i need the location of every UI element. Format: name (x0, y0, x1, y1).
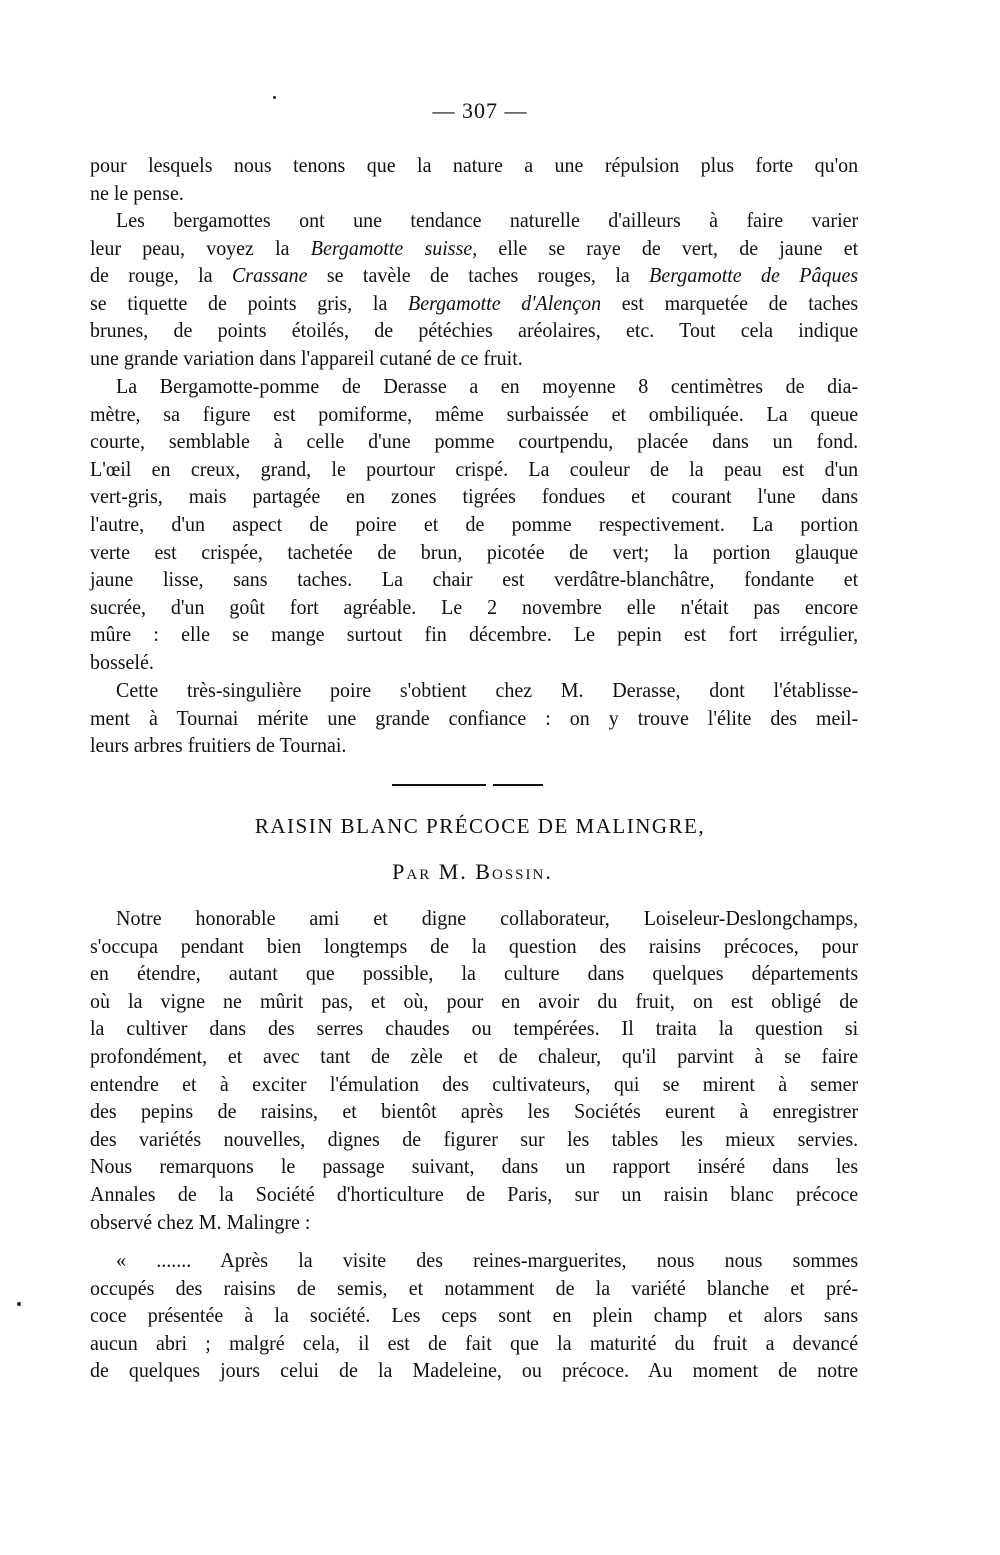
text-line: des pepins de raisins, et bientôt après les Sociétés eurent à enregistrer (90, 1099, 859, 1124)
variety-name: Crassane (231, 263, 308, 288)
stray-mark (273, 96, 276, 99)
text-line: Les bergamottes ont une tendance naturelle d'ailleurs à faire varier (116, 208, 859, 232)
text-line: jaune lisse, sans taches. La chair est verdâtre-blanchâtre, fondante et (90, 567, 859, 592)
continuation-paragraph (90, 152, 859, 207)
text-line: profondément, et avec tant de zèle et de chaleur, qu'il parvint à se faire (90, 1043, 859, 1068)
text-line: se tiquette de points gris, la Bergamotte d'Alençon est marquetée de taches (90, 290, 859, 315)
page-number: — 307 — (432, 98, 528, 123)
text-line: courte, semblable à celle d'une pomme courtpendu, placée dans un fond. (90, 429, 859, 454)
quoted-report-paragraph (90, 1247, 859, 1385)
text-line: ment à Tournai mérite une grande confiance : on y trouve l'élite des meil- (90, 705, 859, 730)
text-line: la cultiver dans des serres chaudes ou tempérées. Il traita la question si (90, 1016, 859, 1041)
text-line: leur peau, voyez la Bergamotte suisse, elle se raye de vert, de jaune et (90, 235, 859, 260)
text-line: une grande variation dans l'appareil cutané de ce fruit. (90, 345, 523, 370)
bergamottes-paragraph (90, 207, 859, 373)
text-line: bosselé. (90, 649, 154, 674)
text-line: La Bergamotte-pomme de Derasse a en moyenne 8 centimètres de dia- (116, 374, 859, 398)
text-line: sucrée, d'un goût fort agréable. Le 2 novembre elle n'était pas encore (90, 594, 859, 619)
derasse-description-paragraph (90, 373, 859, 677)
text-line: l'autre, d'un aspect de poire et de pomme respectivement. La portion (90, 511, 859, 536)
text-line: s'occupa pendant bien longtemps de la question des raisins précoces, pour (90, 933, 859, 958)
text-line: Cette très-singulière poire s'obtient chez M. Derasse, dont l'établisse- (116, 678, 859, 702)
text-line: en étendre, autant que possible, la culture dans quelques départements (90, 961, 859, 986)
text-line: ne le pense. (90, 180, 184, 205)
text-line: Annales de la Société d'horticulture de Paris, sur un raisin blanc précoce (90, 1181, 859, 1206)
text-line: coce présentée à la société. Les ceps sont en plein champ et alors sans (90, 1303, 859, 1328)
text-line: observé chez M. Malingre : (90, 1209, 311, 1234)
text-line: « ....... Après la visite des reines-marguerites, nous nous sommes (116, 1248, 859, 1272)
text-line: des variétés nouvelles, dignes de figurer sur les tables les mieux servies. (90, 1126, 859, 1151)
nursery-paragraph (90, 677, 859, 760)
text-line: Nous remarquons le passage suivant, dans un rapport inséré dans les (90, 1154, 859, 1179)
text-line: entendre et à exciter l'émulation des cultivateurs, qui se mirent à semer (90, 1071, 859, 1096)
text-line: brunes, de points étoilés, de pétéchies aréolaires, etc. Tout cela indique (90, 318, 859, 343)
article-author: Par M. Bossin. (392, 859, 553, 884)
text-line: mètre, sa figure est pomiforme, même surbaissée et ombiliquée. La queue (90, 401, 859, 426)
article-intro-paragraph (90, 905, 859, 1236)
text-line: de quelques jours celui de la Madeleine, ou précoce. Au moment de notre (90, 1358, 859, 1383)
variety-name: Bergamotte de Pâques (649, 263, 859, 288)
text-line: de rouge, la Crassane se tavèle de taches rouges, la Bergamotte de Pâques (90, 263, 859, 288)
text-line: aucun abri ; malgré cela, il est de fait que la maturité du fruit a devancé (90, 1330, 859, 1355)
variety-name: Bergamotte d'Alençon (408, 290, 602, 315)
text-line: Notre honorable ami et digne collaborateur, Loiseleur-Deslongchamps, (116, 906, 859, 930)
text-line: leurs arbres fruitiers de Tournai. (90, 733, 347, 758)
section-divider (392, 784, 543, 785)
text-line: vert-gris, mais partagée en zones tigrées fondues et courant l'une dans (90, 484, 859, 509)
article-title: RAISIN BLANC PRÉCOCE DE MALINGRE, (254, 814, 706, 838)
text-line: verte est crispée, tachetée de brun, picotée de vert; la portion glauque (90, 539, 859, 564)
text-line: pour lesquels nous tenons que la nature a une répulsion plus forte qu'on (90, 153, 859, 177)
text-line: mûre : elle se mange surtout fin décembre. Le pepin est fort irrégulier, (90, 622, 859, 647)
text-line: où la vigne ne mûrit pas, et où, pour en avoir du fruit, on est obligé de (90, 988, 859, 1013)
text-line: occupés des raisins de semis, et notamment de la variété blanche et pré- (90, 1275, 859, 1300)
variety-name: Bergamotte suisse, (310, 235, 478, 260)
text-line: L'œil en creux, grand, le pourtour crispé. La couleur de la peau est d'un (90, 456, 859, 481)
stray-mark (17, 1302, 21, 1306)
